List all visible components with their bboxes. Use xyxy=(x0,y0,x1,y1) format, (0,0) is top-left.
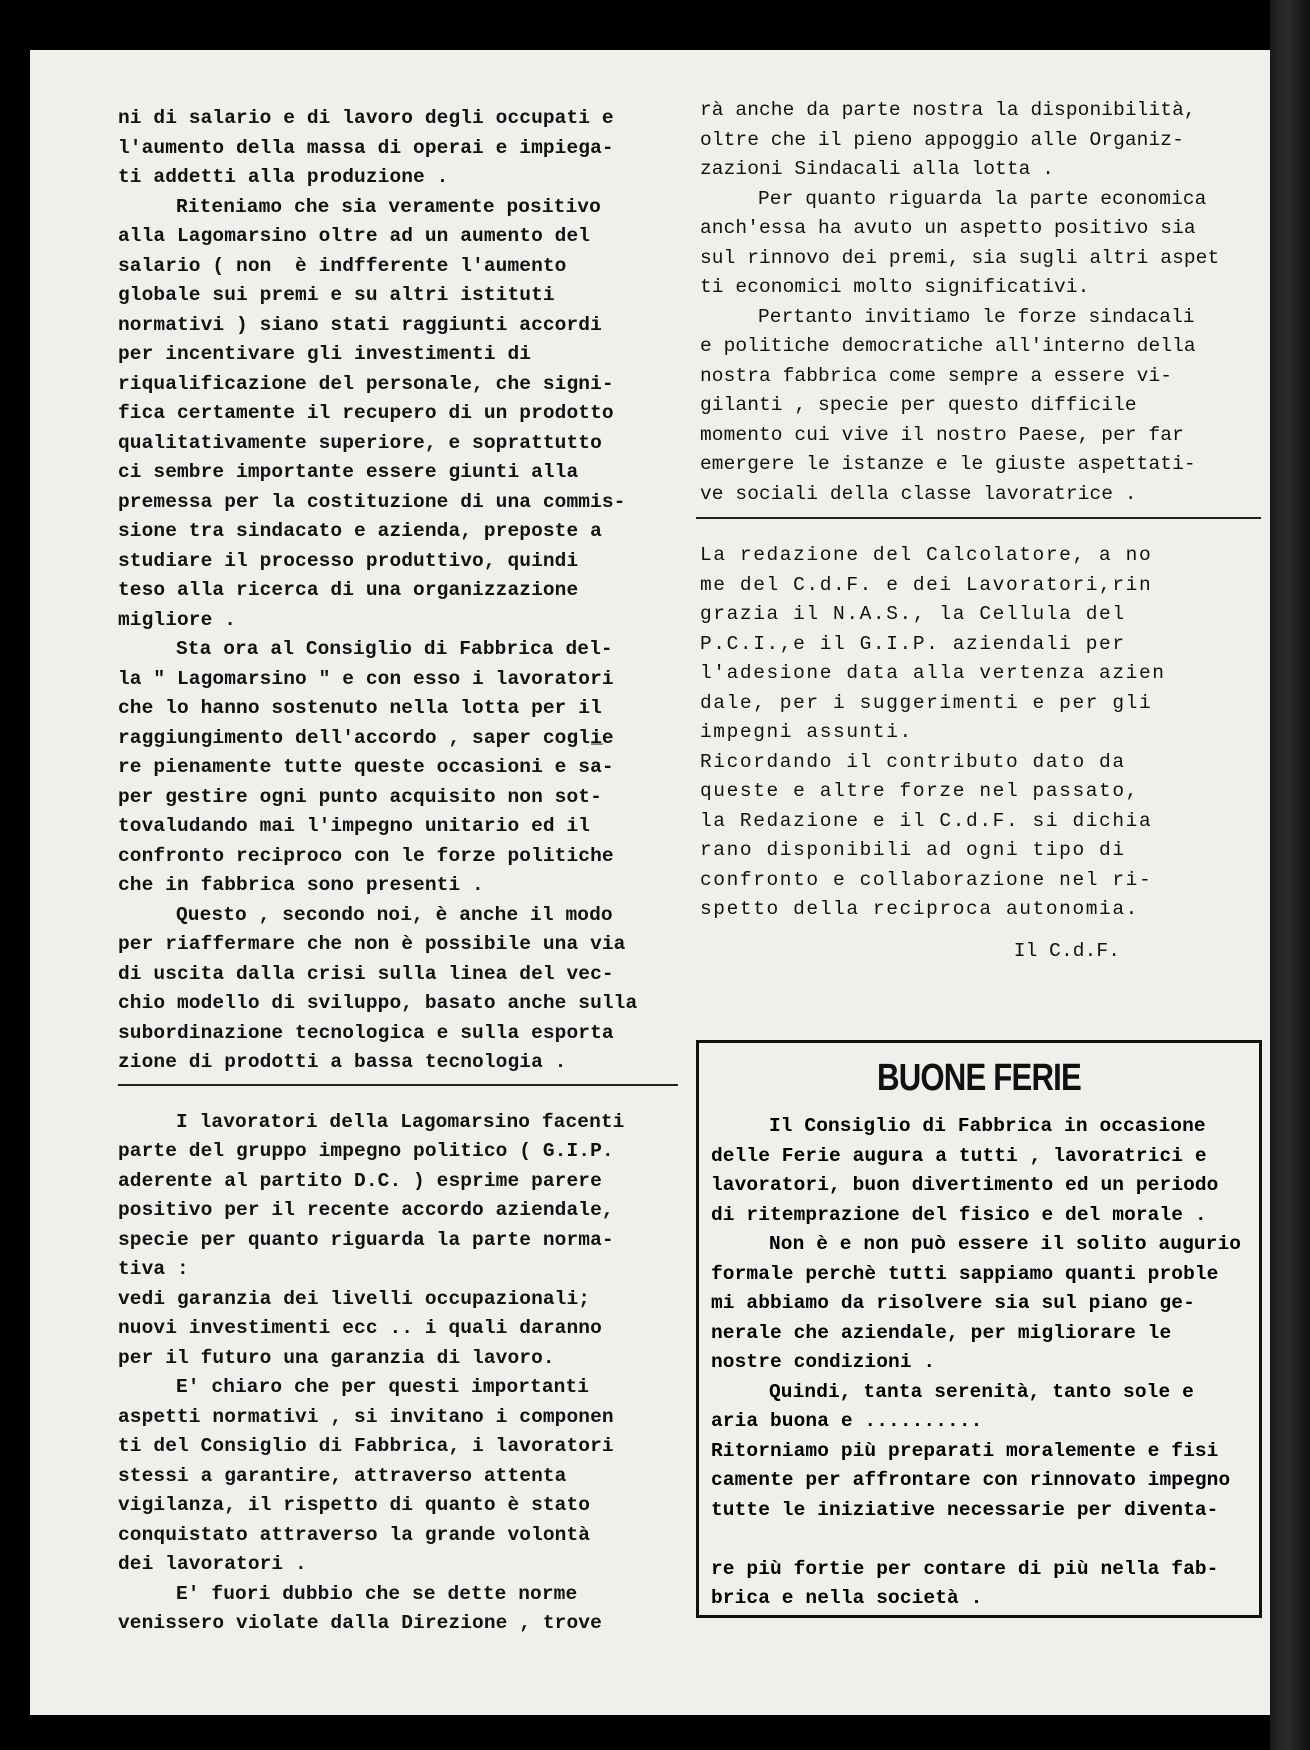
text-line: per incentivare gli investimenti di xyxy=(118,343,532,365)
text-line: nuovi investimenti ecc .. i quali daranno xyxy=(118,1317,602,1339)
text-line: aria buona e .......... xyxy=(711,1410,983,1432)
text-line: dei lavoratori . xyxy=(118,1553,307,1575)
text-line: per il futuro una garanzia di lavoro. xyxy=(118,1346,555,1369)
text-line: zione di prodotti a bassa tecnologia . xyxy=(118,1051,567,1073)
text-line: Ritorniamo più preparati moralemente e fisi xyxy=(711,1439,1219,1462)
text-line: Riteniamo che sia veramente positivo xyxy=(176,195,601,218)
left-article-continuation xyxy=(118,104,678,1078)
text-line: zazioni Sindacali alla lotta . xyxy=(700,158,1055,180)
text-line: nostre condizioni . xyxy=(711,1351,936,1373)
text-line: ti economici molto significativi. xyxy=(700,276,1090,298)
text-line: lavoratori, buon divertimento ed un periodo xyxy=(711,1174,1219,1196)
text-line: migliore . xyxy=(118,608,237,631)
text-line: salario ( non è indfferente l'aumento xyxy=(118,254,567,277)
text-line: impegni assunti. xyxy=(700,721,913,743)
text-line: ni di salario e di lavoro degli occupati e xyxy=(118,107,614,129)
right-article-continuation xyxy=(700,96,1270,509)
text-line: rano disponibili ad ogni tipo di xyxy=(700,839,1126,861)
text-line: aspetti normativi , si invitano i componen xyxy=(118,1405,614,1428)
text-line: stessi a garantire, attraverso attenta xyxy=(118,1464,567,1487)
text-line: ti del Consiglio di Fabbrica, i lavoratori xyxy=(118,1435,614,1457)
text-line: positivo per il recente accordo aziendale, xyxy=(118,1199,614,1221)
text-line: queste e altre forze nel passato, xyxy=(700,780,1139,802)
text-line: Quindi, tanta serenità, tanto sole e xyxy=(769,1380,1194,1403)
text-line: normativi ) siano stati raggiunti accordi xyxy=(118,313,602,336)
text-line: confronto reciproco con le forze politiche xyxy=(118,844,614,867)
text-line: conquistato attraverso la grande volontà xyxy=(118,1523,591,1546)
text-line: vigilanza, il rispetto di quanto è stato xyxy=(118,1494,591,1516)
text-line: subordinazione tecnologica e sulla esporta xyxy=(118,1021,614,1044)
text-line: confronto e collaborazione nel ri- xyxy=(700,868,1153,891)
text-line: ci sembre importante essere giunti alla xyxy=(118,461,579,483)
text-line: Per quanto riguarda la parte economica xyxy=(758,187,1207,210)
text-line: P.C.I.,e il G.I.P. aziendali per xyxy=(700,632,1126,655)
text-line xyxy=(711,1525,1259,1555)
text-line: ve sociali della classe lavoratrice . xyxy=(700,482,1137,505)
text-line: E' chiaro che per questi importanti xyxy=(176,1376,590,1398)
text-line: delle Ferie augura a tutti , lavoratrici e xyxy=(711,1144,1207,1167)
left-column xyxy=(118,104,678,1639)
text-line: rà anche da parte nostra la disponibilità, xyxy=(700,99,1196,121)
text-line: formale perchè tutti sappiamo quanti proble xyxy=(711,1262,1219,1285)
text-line: brica e nella società . xyxy=(711,1587,983,1609)
text-line: Questo , secondo noi, è anche il modo xyxy=(176,903,613,926)
scanner-edge-strip xyxy=(1270,0,1310,1750)
text-line: tiva : xyxy=(118,1258,189,1280)
text-line: sul rinnovo dei premi, sia sugli altri aspet xyxy=(700,246,1220,269)
text-line: di uscita dalla crisi sulla linea del vec- xyxy=(118,962,614,985)
buone-ferie-box xyxy=(696,1040,1262,1618)
text-line: globale sui premi e su altri istituti xyxy=(118,284,555,306)
text-line: venissero violate dalla Direzione , trove xyxy=(118,1612,602,1634)
text-line: l'adesione data alla vertenza azien xyxy=(700,662,1166,684)
text-line: chio modello di sviluppo, basato anche sulla xyxy=(118,992,638,1014)
text-line: spetto della reciproca autonomia. xyxy=(700,898,1139,920)
text-line: aderente al partito D.C. ) esprime parere xyxy=(118,1169,602,1192)
text-line: ti addetti alla produzione . xyxy=(118,166,449,188)
text-line: anch'essa ha avuto un aspetto positivo sia xyxy=(700,217,1196,239)
text-line: alla Lagomarsino oltre ad un aumento del xyxy=(118,225,591,247)
text-line: fica certamente il recupero di un prodotto xyxy=(118,402,614,424)
text-line: teso alla ricerca di una organizzazione xyxy=(118,579,579,601)
thanks-note xyxy=(700,541,1270,925)
text-line: Sta ora al Consiglio di Fabbrica del- xyxy=(176,638,613,660)
text-line: tutte le iniziative necessarie per diventa- xyxy=(711,1498,1219,1521)
text-line: e politiche democratiche all'interno della xyxy=(700,335,1196,357)
text-line: vedi garanzia dei livelli occupazionali; xyxy=(118,1287,591,1310)
text-line: che lo hanno sostenuto nella lotta per il xyxy=(118,697,602,719)
box-title: BUONE FERIE xyxy=(877,1057,1081,1099)
text-line: Ricordando il contributo dato da xyxy=(700,750,1126,773)
text-line: Non è e non può essere il solito augurio xyxy=(769,1233,1242,1255)
text-line: camente per affrontare con rinnovato impegno xyxy=(711,1469,1231,1491)
text-line: l'aumento della massa di operai e impiega- xyxy=(118,136,614,159)
text-line: di ritemprazione del fisico e del morale . xyxy=(711,1203,1207,1226)
text-line: E' fuori dubbio che se dette norme xyxy=(176,1582,578,1605)
text-line: che in fabbrica sono presenti . xyxy=(118,874,484,896)
text-line: studiare il processo produttivo, quindi xyxy=(118,549,579,572)
text-line: sione tra sindacato e azienda, preposte a xyxy=(118,520,602,542)
text-line: per riaffermare che non è possibile una via xyxy=(118,933,626,955)
text-line: la " Lagomarsino " e con esso i lavoratori xyxy=(118,667,614,690)
text-line: nostra fabbrica come sempre a essere vi- xyxy=(700,364,1173,387)
text-line: specie per quanto riguarda la parte norma- xyxy=(118,1228,614,1251)
text-line: re più fortie per contare di più nella fab- xyxy=(711,1557,1219,1580)
text-line: gilanti , specie per questo difficile xyxy=(700,394,1137,416)
text-line: qualitativamente superiore, e soprattutto xyxy=(118,431,602,454)
gip-statement xyxy=(118,1108,678,1639)
text-line: emergere le istanze e le giuste aspettati- xyxy=(700,453,1196,475)
text-line: parte del gruppo impegno politico ( G.I.P. xyxy=(118,1140,614,1162)
left-divider xyxy=(118,1084,678,1086)
thanks-signature: Il C.d.F. xyxy=(1013,939,1120,962)
text-line: I lavoratori della Lagomarsino facenti xyxy=(176,1110,625,1133)
text-line: momento cui vive il nostro Paese, per far xyxy=(700,423,1184,446)
text-line: re pienamente tutte queste occasioni e sa- xyxy=(118,756,614,778)
text-line: oltre che il pieno appoggio alle Organiz- xyxy=(700,128,1184,151)
right-column xyxy=(700,96,1270,966)
text-line: dale, per i suggerimenti e per gli xyxy=(700,691,1153,714)
text-line: riqualificazione del personale, che signi- xyxy=(118,372,614,395)
text-line: premessa per la costituzione di una commis- xyxy=(118,490,626,513)
text-line: la Redazione e il C.d.F. si dichia xyxy=(700,809,1153,832)
text-line: mi abbiamo da risolvere sia sul piano ge- xyxy=(711,1292,1195,1314)
text-line: Il Consiglio di Fabbrica in occasione xyxy=(769,1115,1206,1137)
text-line: me del C.d.F. e dei Lavoratori,rin xyxy=(700,573,1153,596)
text-line: grazia il N.A.S., la Cellula del xyxy=(700,603,1126,625)
text-line: per gestire ogni punto acquisito non sot- xyxy=(118,785,602,808)
text-line: nerale che aziendale, per migliorare le xyxy=(711,1321,1172,1344)
box-body xyxy=(699,1112,1259,1614)
text-line: tovaludando mai l'impegno unitario ed il xyxy=(118,815,591,837)
text-line: raggiungimento dell'accordo , saper cogli̲e xyxy=(118,726,614,749)
text-line: Pertanto invitiamo le forze sindacali xyxy=(758,305,1195,328)
text-line: La redazione del Calcolatore, a no xyxy=(700,544,1153,566)
right-divider xyxy=(696,517,1261,519)
